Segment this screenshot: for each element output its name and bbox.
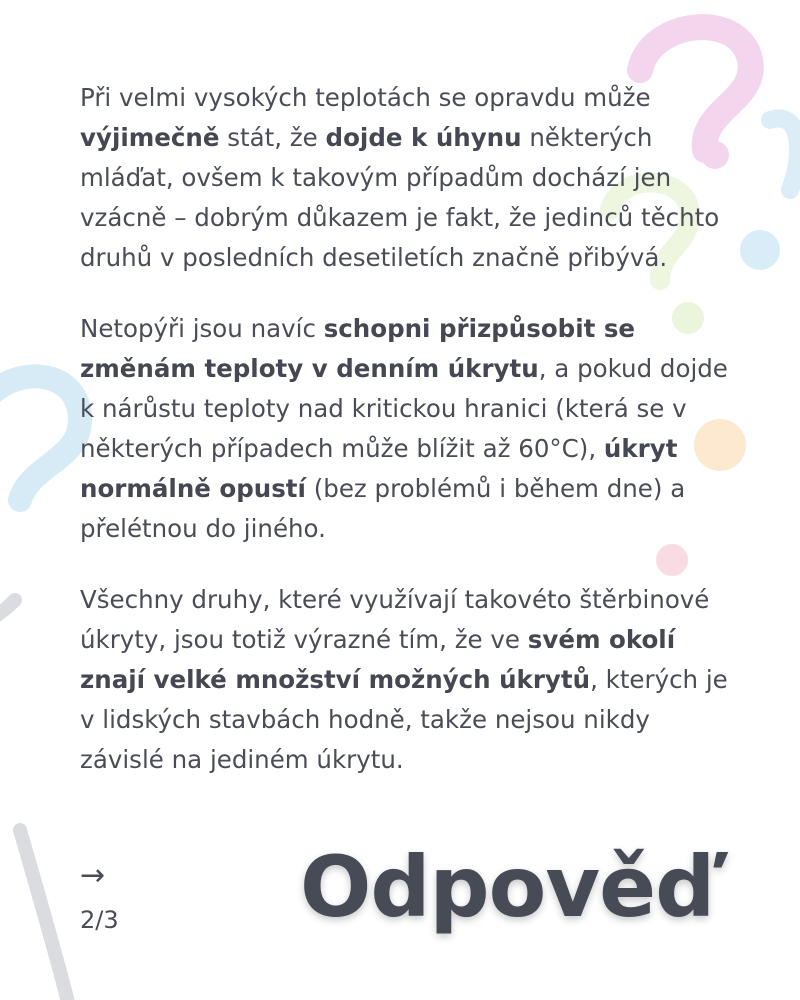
paragraph-2 — [80, 309, 730, 549]
emphasis-text: úkryt normálně opustí — [80, 434, 678, 503]
body-text: (bez problémů i během dne) a přelétnou do jiného. — [80, 474, 686, 543]
article-body — [80, 78, 730, 811]
emphasis-text: svém okolí znají velké množství možných úkrytů — [80, 625, 676, 694]
dot-blue — [740, 230, 780, 270]
body-text: Všechny druhy, které využívají takovéto štěrbinové úkryty, jsou totiž výrazné tím, že ve — [80, 585, 710, 654]
gray-stroke-decoration — [0, 600, 70, 1000]
headline-answer: Odpověď — [300, 838, 715, 936]
emphasis-text: výjimečně — [80, 123, 220, 152]
right-arrow-icon[interactable]: → — [80, 858, 106, 893]
page-indicator: 2/3 — [80, 906, 119, 934]
body-text: , kterých je v lidských stavbách hodně, takže nejsou nikdy závislé na jediném úkrytu. — [80, 665, 728, 774]
emphasis-text: schopni přizpůsobit se změnám teploty v denním úkrytu — [80, 314, 636, 383]
body-text: některých mláďat, ovšem k takovým případům dochází jen vzácně – dobrým důkazem je fakt, že jedinců těchto druhů v posledních desetiletích značně přibývá. — [80, 123, 720, 272]
body-text: Netopýři jsou navíc — [80, 314, 324, 343]
paragraph-3 — [80, 580, 730, 780]
paragraph-1 — [80, 78, 730, 278]
body-text: Při velmi vysokých teplotách se opravdu může — [80, 83, 651, 112]
question-mark-icon — [770, 118, 798, 190]
question-mark-icon — [0, 376, 80, 500]
emphasis-text: dojde k úhynu — [325, 123, 522, 152]
body-text: stát, že — [219, 123, 326, 152]
body-text: , a pokud dojde k nárůstu teploty nad kritickou hranici (která se v některých případech může blížit až 60°C), — [80, 354, 728, 463]
